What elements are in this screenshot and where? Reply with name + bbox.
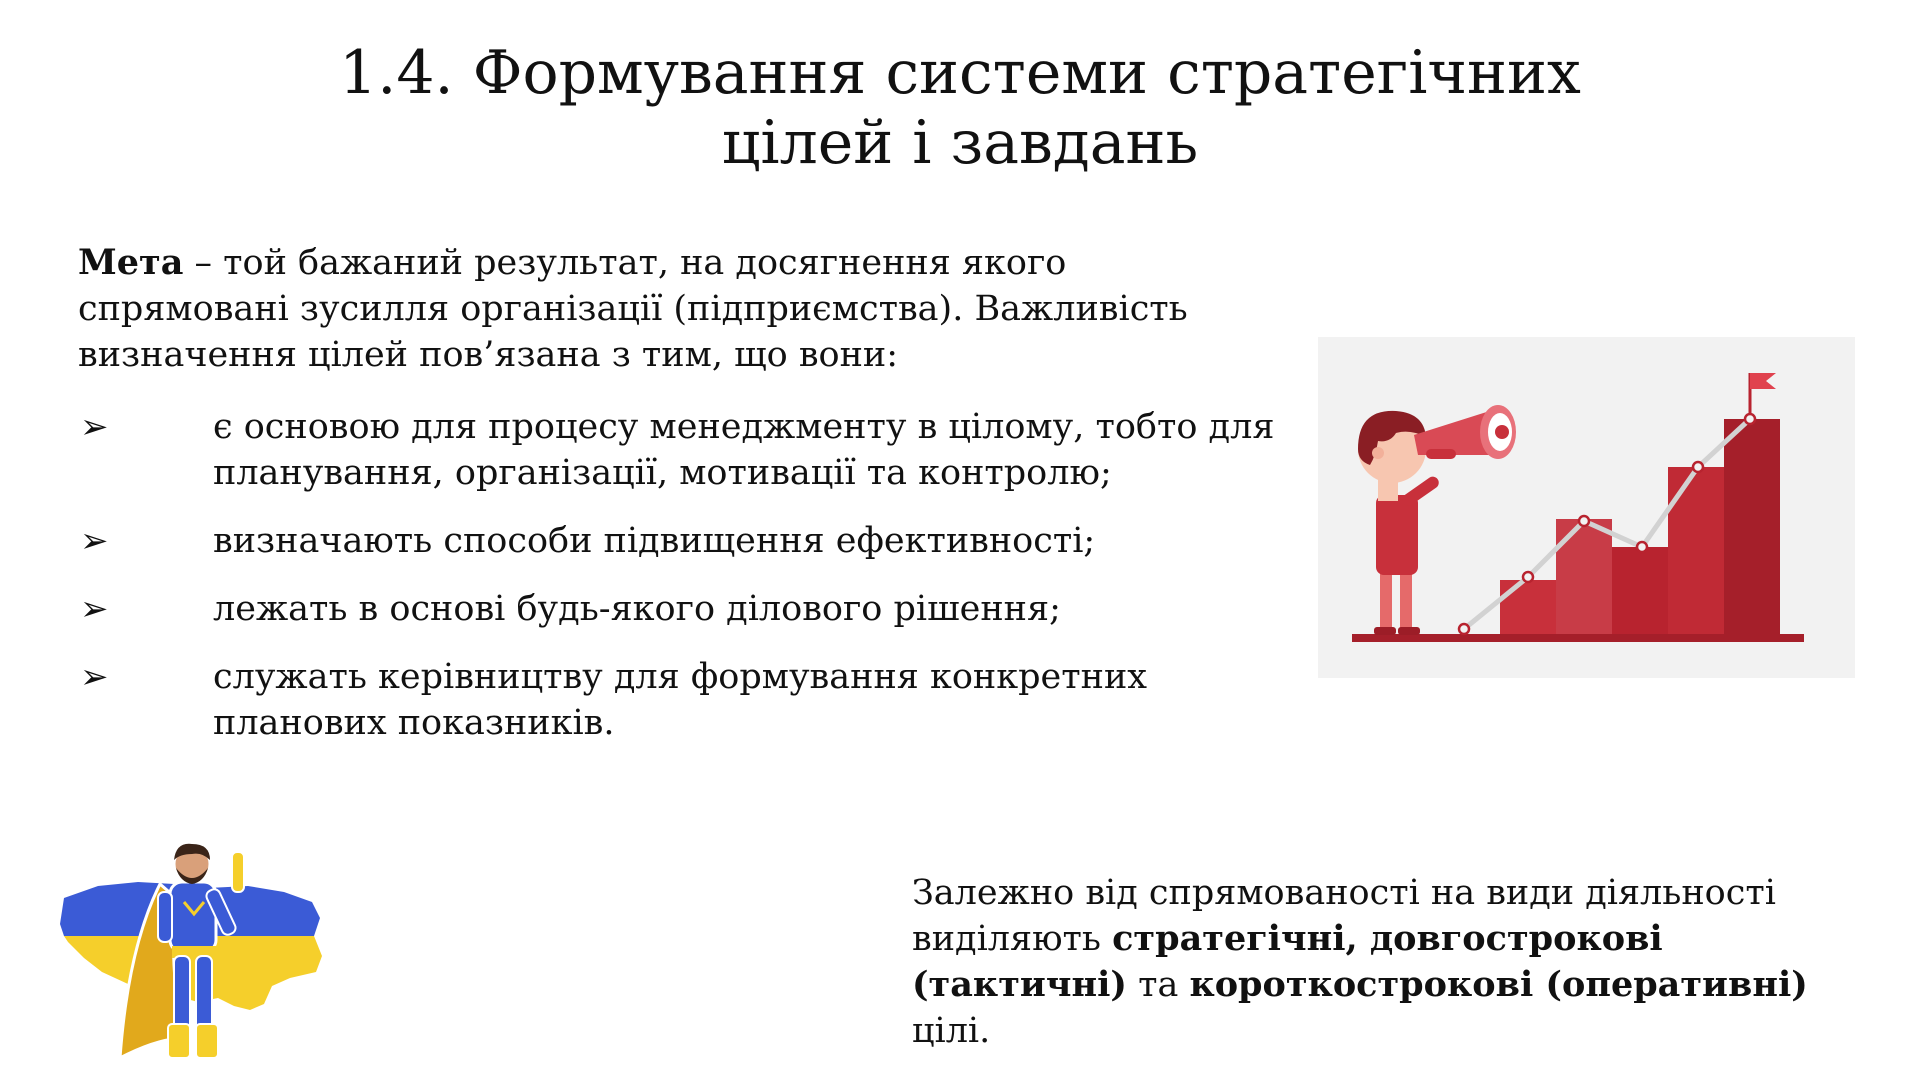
intro-paragraph [78, 240, 1278, 378]
arrow-bullet-icon: ➢ [80, 657, 109, 697]
bullet-item [78, 518, 1278, 564]
title-line-1: 1.4. Формування системи стратегічних [339, 38, 1581, 108]
bullet-item [78, 586, 1278, 632]
arrow-bullet-icon: ➢ [80, 521, 109, 561]
person-with-telescope-growth-chart-icon [1318, 337, 1855, 678]
bullet-text: лежать в основі будь-якого ділового рішення; [213, 589, 1061, 629]
bullet-list [78, 404, 1278, 768]
title-line-2: цілей і завдань [721, 108, 1199, 178]
intro-text: – той бажаний результат, на досягнення якого спрямовані зусилля організації (підприємства). Важливість визначення цілей пов’язана з тим, що вони: [78, 243, 1188, 375]
intro-term: Мета [78, 242, 184, 283]
bullet-text: є основою для процесу менеджменту в цілому, тобто для планування, організації, мотивації та контролю; [213, 407, 1275, 493]
bottom-text-part2: та [1126, 965, 1190, 1005]
superhero-ukraine-map-icon [58, 838, 328, 1080]
arrow-bullet-icon: ➢ [80, 589, 109, 629]
bottom-bold-2: короткострокові (оперативні) [1189, 964, 1808, 1005]
bottom-paragraph [912, 870, 1872, 1054]
bullet-text: служать керівництву для формування конкретних планових показників. [213, 657, 1148, 743]
bullet-item [78, 654, 1278, 746]
slide-title [0, 38, 1920, 178]
bottom-text-part1: Залежно від спрямованості на види діяльності виділяють [912, 873, 1776, 959]
bottom-bold-1: стратегічні, довгострокові (тактичні) [912, 918, 1663, 1005]
bullet-item [78, 404, 1278, 496]
arrow-bullet-icon: ➢ [80, 407, 109, 447]
bottom-text-part3: цілі. [912, 1011, 991, 1051]
bullet-text: визначають способи підвищення ефективності; [213, 521, 1096, 561]
